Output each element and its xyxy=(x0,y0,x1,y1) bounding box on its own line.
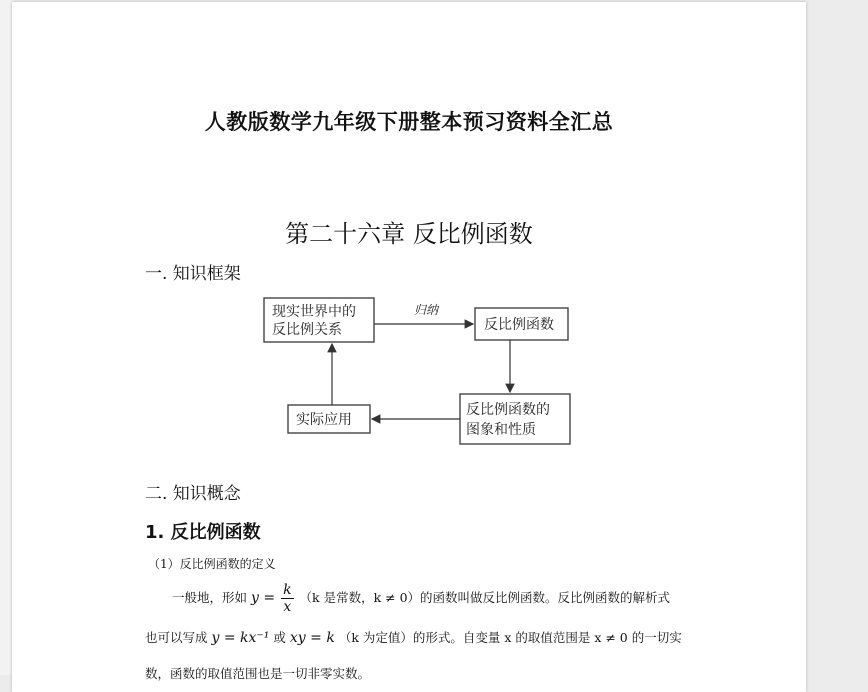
fraction-denominator: x xyxy=(283,599,292,615)
definition-heading: （1）反比例函数的定义 xyxy=(148,557,276,571)
paragraph-2 xyxy=(145,628,682,646)
chapter-title: 第二十六章 反比例函数 xyxy=(285,220,533,248)
box-graph-line2: 图象和性质 xyxy=(466,422,536,438)
para1-math-lhs: y = xyxy=(251,590,276,606)
document-title: 人教版数学九年级下册整本预习资料全汇总 xyxy=(204,109,614,134)
box-application xyxy=(288,405,370,433)
box-graph-line1: 反比例函数的 xyxy=(466,402,550,418)
para2-math2: xy = k xyxy=(289,630,335,646)
box-graph-properties xyxy=(460,394,570,444)
box-real-world-line2: 反比例关系 xyxy=(272,322,342,338)
paragraph-3: 数，函数的取值范围也是一切非零实数。 xyxy=(145,666,371,681)
box-real-world xyxy=(264,298,374,342)
document-page xyxy=(12,2,806,692)
section-heading-framework: 一. 知识框架 xyxy=(145,264,241,284)
box-application-label: 实际应用 xyxy=(296,412,352,428)
fraction-k-over-x xyxy=(281,582,293,615)
sub-heading-inverse-function: 1. 反比例函数 xyxy=(145,522,261,543)
para2-math1: y = kx⁻¹ xyxy=(211,630,270,646)
para1-suffix: （k 是常数，k ≠ 0）的函数叫做反比例函数。反比例函数的解析式 xyxy=(299,590,671,605)
fraction-numerator: k xyxy=(283,582,292,598)
para1-prefix: 一般地，形如 xyxy=(172,590,248,605)
left-gutter xyxy=(0,0,12,675)
box-function-label: 反比例函数 xyxy=(484,317,554,333)
section-heading-concepts: 二. 知识概念 xyxy=(145,484,241,504)
para2-prefix: 也可以写成 xyxy=(145,630,208,645)
para2-suffix: （k 为定值）的形式。自变量 x 的取值范围是 x ≠ 0 的一切实 xyxy=(338,630,682,645)
arrow-label-induce: 归纳 xyxy=(414,303,439,317)
box-function xyxy=(475,308,568,340)
box-real-world-line1: 现实世界中的 xyxy=(272,304,356,320)
knowledge-framework-diagram xyxy=(252,292,592,452)
para2-or: 或 xyxy=(273,630,286,645)
paragraph-1 xyxy=(172,582,670,615)
